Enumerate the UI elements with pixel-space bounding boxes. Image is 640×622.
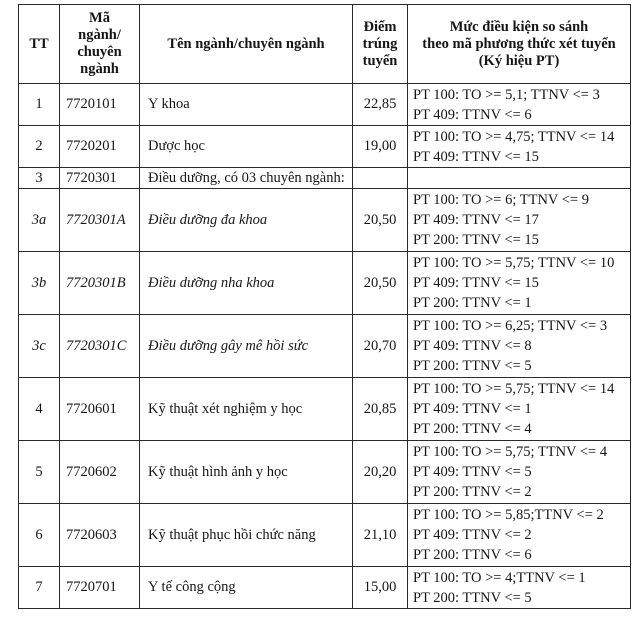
- condition-line: PT 200: TTNV <= 2: [413, 484, 532, 500]
- row-tt: 2: [19, 126, 60, 168]
- row-conditions: [408, 504, 631, 567]
- row-conditions: [408, 567, 631, 609]
- header-tt: TT: [19, 5, 60, 84]
- row-score: 20,50: [353, 189, 408, 252]
- header-row: [19, 5, 631, 84]
- row-conditions: [408, 252, 631, 315]
- row-name: Điều dưỡng, có 03 chuyên ngành:: [140, 168, 353, 189]
- table-row: [19, 567, 631, 609]
- condition-line: PT 100: TO >= 5,75; TTNV <= 14: [413, 381, 615, 397]
- table-row: [19, 168, 631, 189]
- table-row: [19, 504, 631, 567]
- condition-line: PT 200: TTNV <= 6: [413, 547, 532, 563]
- table-row: [19, 252, 631, 315]
- condition-line: PT 409: TTNV <= 15: [413, 148, 539, 165]
- header-conditions-line: Mức điều kiện so sánh: [449, 18, 589, 35]
- row-tt: 3b: [19, 252, 60, 315]
- row-name: Điều dưỡng đa khoa: [140, 189, 353, 252]
- condition-line: PT 200: TTNV <= 1: [413, 295, 532, 311]
- condition-line: PT 100: TO >= 4,75; TTNV <= 14: [413, 128, 615, 145]
- row-name: Điều dưỡng gây mê hồi sức: [140, 315, 353, 378]
- condition-line: PT 409: TTNV <= 8: [413, 338, 532, 354]
- condition-line: PT 100: TO >= 6,25; TTNV <= 3: [413, 318, 608, 334]
- row-code: 7720603: [60, 504, 140, 567]
- row-conditions: [408, 378, 631, 441]
- row-name: Điều dưỡng nha khoa: [140, 252, 353, 315]
- row-tt: 7: [19, 567, 60, 609]
- row-name: Kỹ thuật phục hồi chức năng: [140, 504, 353, 567]
- row-tt: 3a: [19, 189, 60, 252]
- row-code: 7720301C: [60, 315, 140, 378]
- row-conditions: [408, 168, 631, 189]
- header-code: [60, 5, 140, 84]
- row-tt: 5: [19, 441, 60, 504]
- condition-line: PT 200: TTNV <= 5: [413, 358, 532, 374]
- row-name: Kỹ thuật xét nghiệm y học: [140, 378, 353, 441]
- condition-line: PT 409: TTNV <= 1: [413, 401, 532, 417]
- row-conditions: [408, 315, 631, 378]
- header-score-line: Điểm: [363, 18, 397, 35]
- condition-line: PT 100: TO >= 6; TTNV <= 9: [413, 192, 589, 208]
- header-score-line: trúng: [362, 35, 398, 52]
- condition-line: PT 409: TTNV <= 2: [413, 527, 532, 543]
- row-score: 20,20: [353, 441, 408, 504]
- condition-line: PT 100: TO >= 5,1; TTNV <= 3: [413, 86, 600, 103]
- table-row: [19, 315, 631, 378]
- condition-line: PT 100: TO >= 5,85;TTNV <= 2: [413, 507, 604, 523]
- row-tt: 4: [19, 378, 60, 441]
- condition-line: PT 409: TTNV <= 17: [413, 212, 539, 228]
- condition-line: PT 200: TTNV <= 15: [413, 232, 539, 248]
- header-code-line: ngành: [80, 61, 119, 77]
- row-tt: 1: [19, 84, 60, 126]
- row-tt: 3c: [19, 315, 60, 378]
- condition-line: PT 100: TO >= 4;TTNV <= 1: [413, 569, 586, 586]
- header-code-line: chuyên: [77, 44, 122, 60]
- header-conditions: [408, 5, 631, 84]
- table-row: [19, 441, 631, 504]
- row-tt: 3: [19, 168, 60, 189]
- row-code: 7720301B: [60, 252, 140, 315]
- row-score: 15,00: [353, 567, 408, 609]
- row-score: 21,10: [353, 504, 408, 567]
- row-code: 7720201: [60, 126, 140, 168]
- table-row: [19, 126, 631, 168]
- row-name: Kỹ thuật hình ảnh y học: [140, 441, 353, 504]
- row-name: Dược học: [140, 126, 353, 168]
- row-score: 22,85: [353, 84, 408, 126]
- row-code: 7720701: [60, 567, 140, 609]
- condition-line: PT 100: TO >= 5,75; TTNV <= 4: [413, 444, 608, 460]
- row-conditions: [408, 189, 631, 252]
- table-row: [19, 189, 631, 252]
- header-code-line: ngành/: [78, 27, 121, 43]
- header-score: [353, 5, 408, 84]
- row-code: 7720301: [60, 168, 140, 189]
- row-name: Y tế công cộng: [140, 567, 353, 609]
- condition-line: PT 100: TO >= 5,75; TTNV <= 10: [413, 255, 615, 271]
- row-score: 20,50: [353, 252, 408, 315]
- header-score-line: tuyển: [362, 52, 398, 69]
- condition-line: PT 409: TTNV <= 15: [413, 275, 539, 291]
- row-score: 20,85: [353, 378, 408, 441]
- condition-line: PT 200: TTNV <= 4: [413, 421, 532, 437]
- condition-line: PT 409: TTNV <= 5: [413, 464, 532, 480]
- admission-table: [18, 4, 631, 609]
- row-score: 19,00: [353, 126, 408, 168]
- row-score: 20,70: [353, 315, 408, 378]
- row-code: 7720601: [60, 378, 140, 441]
- header-conditions-line: (Ký hiệu PT): [478, 52, 560, 69]
- condition-line: PT 409: TTNV <= 6: [413, 106, 532, 123]
- condition-line: PT 200: TTNV <= 5: [413, 589, 532, 606]
- row-code: 7720101: [60, 84, 140, 126]
- row-code: 7720602: [60, 441, 140, 504]
- row-conditions: [408, 84, 631, 126]
- table-row: [19, 84, 631, 126]
- row-code: 7720301A: [60, 189, 140, 252]
- row-conditions: [408, 126, 631, 168]
- row-tt: 6: [19, 504, 60, 567]
- row-score: [353, 168, 408, 189]
- table-row: [19, 378, 631, 441]
- row-conditions: [408, 441, 631, 504]
- header-name: Tên ngành/chuyên ngành: [140, 5, 353, 84]
- row-name: Y khoa: [140, 84, 353, 126]
- header-conditions-line: theo mã phương thức xét tuyển: [422, 35, 616, 52]
- header-code-line: Mã: [89, 10, 110, 26]
